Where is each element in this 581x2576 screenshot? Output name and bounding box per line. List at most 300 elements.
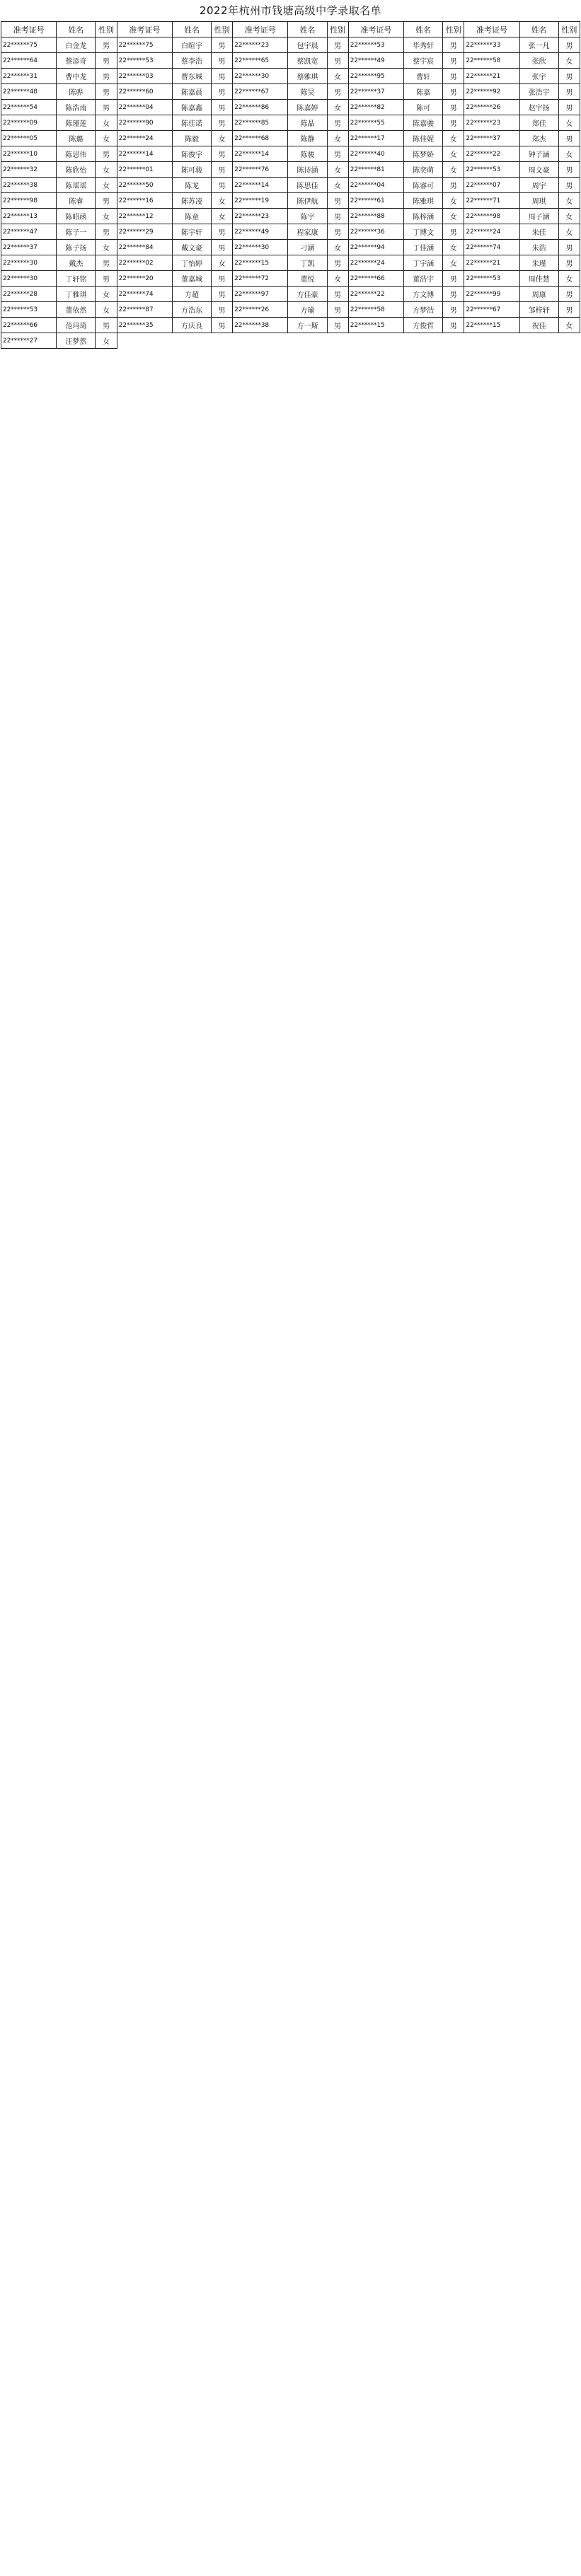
- exam-number-cell: 22******22: [348, 287, 403, 302]
- exam-number-cell: 22******35: [117, 318, 172, 333]
- student-name-cell: 方一斯: [288, 318, 327, 333]
- header-name: 姓名: [288, 22, 327, 37]
- student-name-cell: 陈浩南: [57, 100, 96, 115]
- student-sex-cell: 男: [558, 84, 580, 100]
- student-name-cell: 戴文豪: [172, 240, 211, 255]
- student-name-cell: 陈子扬: [57, 240, 96, 255]
- student-sex-cell: 男: [327, 302, 348, 318]
- student-sex-cell: 男: [558, 37, 580, 53]
- student-sex-cell: 女: [443, 240, 464, 255]
- student-name-cell: 曹轩: [404, 69, 443, 84]
- exam-number-cell: 22******15: [348, 318, 403, 333]
- student-name-cell: 蔡添奇: [57, 53, 96, 69]
- student-name-cell: 陈睿: [57, 193, 96, 209]
- student-sex-cell: 女: [327, 131, 348, 146]
- student-name-cell: 董悦: [288, 271, 327, 287]
- student-sex-cell: 男: [443, 178, 464, 193]
- exam-number-cell: 22******68: [233, 131, 288, 146]
- exam-number-cell: 22******65: [233, 53, 288, 69]
- table-row: [1, 178, 580, 193]
- exam-number-cell: 22******28: [1, 287, 57, 302]
- student-sex-cell: 男: [327, 53, 348, 69]
- student-sex-cell: 男: [327, 318, 348, 333]
- table-row: [1, 255, 580, 271]
- student-sex-cell: 男: [212, 271, 233, 287]
- student-name-cell: 陈思佳: [288, 178, 327, 193]
- student-sex-cell: 女: [212, 193, 233, 209]
- exam-number-cell: 22******53: [464, 162, 519, 178]
- student-sex-cell: 女: [443, 146, 464, 162]
- student-name-cell: 董依然: [57, 302, 96, 318]
- student-sex-cell: 男: [558, 131, 580, 146]
- student-sex-cell: 男: [212, 178, 233, 193]
- exam-number-cell: 22******55: [348, 115, 403, 131]
- header-name: 姓名: [519, 22, 558, 37]
- student-name-cell: 丁轩铭: [57, 271, 96, 287]
- exam-number-cell: 22******53: [348, 37, 403, 53]
- exam-number-cell: 22******66: [348, 271, 403, 287]
- student-sex-cell: 男: [443, 53, 464, 69]
- exam-number-cell: 22******74: [117, 287, 172, 302]
- student-name-cell: 周康: [519, 287, 558, 302]
- student-name-cell: 钟子涵: [519, 146, 558, 162]
- exam-number-cell: 22******20: [117, 271, 172, 287]
- table-row: [1, 287, 580, 302]
- exam-number-cell: 22******38: [233, 318, 288, 333]
- student-sex-cell: 女: [327, 162, 348, 178]
- student-sex-cell: 男: [212, 84, 233, 100]
- student-sex-cell: 女: [96, 240, 117, 255]
- student-sex-cell: 男: [558, 287, 580, 302]
- empty-cell: [404, 333, 443, 349]
- student-sex-cell: 女: [96, 131, 117, 146]
- student-sex-cell: 男: [327, 115, 348, 131]
- exam-number-cell: 22******36: [348, 224, 403, 240]
- exam-number-cell: 22******37: [464, 131, 519, 146]
- student-sex-cell: 女: [96, 287, 117, 302]
- student-sex-cell: 女: [558, 115, 580, 131]
- student-sex-cell: 男: [212, 318, 233, 333]
- student-sex-cell: 女: [443, 193, 464, 209]
- student-sex-cell: 女: [558, 271, 580, 287]
- student-name-cell: 蔡雅琪: [288, 69, 327, 84]
- exam-number-cell: 22******07: [464, 178, 519, 193]
- exam-number-cell: 22******47: [1, 224, 57, 240]
- table-row: [1, 37, 580, 53]
- header-sex: 性别: [558, 22, 580, 37]
- student-name-cell: 周宇: [519, 178, 558, 193]
- exam-number-cell: 22******74: [464, 240, 519, 255]
- student-sex-cell: 女: [327, 178, 348, 193]
- header-id: 准考证号: [464, 22, 519, 37]
- exam-number-cell: 22******49: [233, 224, 288, 240]
- student-name-cell: 陈毅: [172, 131, 211, 146]
- student-name-cell: 邹梓轩: [519, 302, 558, 318]
- student-name-cell: 周琪: [519, 193, 558, 209]
- exam-number-cell: 22******37: [348, 84, 403, 100]
- student-name-cell: 陈睿可: [404, 178, 443, 193]
- student-name-cell: 程家康: [288, 224, 327, 240]
- student-name-cell: 陈昭函: [57, 209, 96, 224]
- exam-number-cell: 22******04: [117, 100, 172, 115]
- exam-number-cell: 22******23: [464, 115, 519, 131]
- exam-number-cell: 22******76: [233, 162, 288, 178]
- student-name-cell: 丁宇涵: [404, 255, 443, 271]
- student-name-cell: 丁凯: [288, 255, 327, 271]
- student-sex-cell: 女: [96, 209, 117, 224]
- student-sex-cell: 女: [558, 53, 580, 69]
- student-sex-cell: 女: [327, 100, 348, 115]
- student-sex-cell: 女: [96, 178, 117, 193]
- exam-number-cell: 22******49: [348, 53, 403, 69]
- admission-table: [1, 21, 580, 349]
- student-sex-cell: 女: [443, 255, 464, 271]
- exam-number-cell: 22******67: [233, 84, 288, 100]
- student-name-cell: 陈晶: [288, 115, 327, 131]
- empty-cell: [117, 333, 172, 349]
- exam-number-cell: 22******94: [348, 240, 403, 255]
- student-sex-cell: 男: [558, 178, 580, 193]
- header-name: 姓名: [57, 22, 96, 37]
- exam-number-cell: 22******04: [348, 178, 403, 193]
- exam-number-cell: 22******75: [1, 37, 57, 53]
- student-sex-cell: 男: [443, 302, 464, 318]
- table-row: [1, 131, 580, 146]
- exam-number-cell: 22******26: [464, 100, 519, 115]
- student-name-cell: 刁涵: [288, 240, 327, 255]
- exam-number-cell: 22******54: [1, 100, 57, 115]
- exam-number-cell: 22******88: [348, 209, 403, 224]
- header-sex: 性别: [443, 22, 464, 37]
- student-name-cell: 方梦浩: [404, 302, 443, 318]
- student-name-cell: 蔡宇宸: [404, 53, 443, 69]
- student-name-cell: 陈子一: [57, 224, 96, 240]
- student-name-cell: 方超: [172, 287, 211, 302]
- student-sex-cell: 男: [327, 146, 348, 162]
- empty-cell: [464, 333, 519, 349]
- student-name-cell: 蔡李浩: [172, 53, 211, 69]
- student-name-cell: 周佳慧: [519, 271, 558, 287]
- student-name-cell: 陈昊: [288, 84, 327, 100]
- student-name-cell: 张浩宇: [519, 84, 558, 100]
- exam-number-cell: 22******27: [1, 333, 57, 349]
- exam-number-cell: 22******86: [233, 100, 288, 115]
- table-row: [1, 146, 580, 162]
- student-name-cell: 范玛琦: [57, 318, 96, 333]
- exam-number-cell: 22******26: [233, 302, 288, 318]
- exam-number-cell: 22******37: [1, 240, 57, 255]
- exam-number-cell: 22******48: [1, 84, 57, 100]
- student-sex-cell: 女: [96, 162, 117, 178]
- student-sex-cell: 男: [327, 84, 348, 100]
- exam-number-cell: 22******21: [464, 69, 519, 84]
- exam-number-cell: 22******30: [1, 271, 57, 287]
- exam-number-cell: 22******64: [1, 53, 57, 69]
- exam-number-cell: 22******71: [464, 193, 519, 209]
- student-sex-cell: 男: [443, 115, 464, 131]
- exam-number-cell: 22******14: [233, 178, 288, 193]
- student-sex-cell: 女: [327, 271, 348, 287]
- student-name-cell: 陈龙: [172, 178, 211, 193]
- student-name-cell: 白金龙: [57, 37, 96, 53]
- student-name-cell: 陈骅: [57, 84, 96, 100]
- table-row: [1, 209, 580, 224]
- student-sex-cell: 男: [96, 100, 117, 115]
- student-name-cell: 丁怡婷: [172, 255, 211, 271]
- student-name-cell: 汪梦然: [57, 333, 96, 349]
- exam-number-cell: 22******14: [117, 146, 172, 162]
- table-row: [1, 318, 580, 333]
- table-row: [1, 271, 580, 287]
- student-sex-cell: 男: [212, 100, 233, 115]
- student-name-cell: 张一凡: [519, 37, 558, 53]
- header-id: 准考证号: [117, 22, 172, 37]
- table-body: [1, 37, 580, 349]
- exam-number-cell: 22******01: [117, 162, 172, 178]
- exam-number-cell: 22******23: [233, 37, 288, 53]
- student-sex-cell: 男: [96, 69, 117, 84]
- student-sex-cell: 男: [96, 318, 117, 333]
- student-sex-cell: 女: [558, 318, 580, 333]
- student-sex-cell: 女: [558, 224, 580, 240]
- exam-number-cell: 22******16: [117, 193, 172, 209]
- exam-number-cell: 22******31: [1, 69, 57, 84]
- exam-number-cell: 22******17: [348, 131, 403, 146]
- exam-number-cell: 22******95: [348, 69, 403, 84]
- student-name-cell: 陈瑶瑶: [57, 178, 96, 193]
- student-sex-cell: 男: [212, 69, 233, 84]
- student-sex-cell: 男: [558, 255, 580, 271]
- exam-number-cell: 22******02: [117, 255, 172, 271]
- empty-cell: [443, 333, 464, 349]
- student-sex-cell: 女: [96, 115, 117, 131]
- exam-number-cell: 22******10: [1, 146, 57, 162]
- exam-number-cell: 22******15: [464, 318, 519, 333]
- header-id: 准考证号: [233, 22, 288, 37]
- student-sex-cell: 男: [327, 224, 348, 240]
- exam-number-cell: 22******82: [348, 100, 403, 115]
- student-sex-cell: 女: [558, 209, 580, 224]
- student-sex-cell: 男: [212, 287, 233, 302]
- student-sex-cell: 男: [327, 209, 348, 224]
- student-name-cell: 包宇晨: [288, 37, 327, 53]
- student-sex-cell: 男: [96, 37, 117, 53]
- exam-number-cell: 22******81: [348, 162, 403, 178]
- table-row: [1, 162, 580, 178]
- exam-number-cell: 22******09: [1, 115, 57, 131]
- student-name-cell: 陈诗涵: [288, 162, 327, 178]
- student-name-cell: 丁博文: [404, 224, 443, 240]
- student-name-cell: 郑杰: [519, 131, 558, 146]
- table-row: [1, 193, 580, 209]
- student-name-cell: 陈静: [288, 131, 327, 146]
- exam-number-cell: 22******60: [117, 84, 172, 100]
- student-name-cell: 陈可: [404, 100, 443, 115]
- header-name: 姓名: [172, 22, 211, 37]
- student-name-cell: 周子涵: [519, 209, 558, 224]
- exam-number-cell: 22******12: [117, 209, 172, 224]
- student-sex-cell: 男: [443, 100, 464, 115]
- student-name-cell: 陈伊航: [288, 193, 327, 209]
- exam-number-cell: 22******98: [1, 193, 57, 209]
- empty-cell: [558, 333, 580, 349]
- student-name-cell: 蔡凯宽: [288, 53, 327, 69]
- student-sex-cell: 女: [443, 131, 464, 146]
- exam-number-cell: 22******90: [117, 115, 172, 131]
- student-name-cell: 陈嘉骏: [404, 115, 443, 131]
- student-name-cell: 陈佳诺: [172, 115, 211, 131]
- exam-number-cell: 22******67: [464, 302, 519, 318]
- exam-number-cell: 22******22: [464, 146, 519, 162]
- student-name-cell: 丁佳涵: [404, 240, 443, 255]
- student-sex-cell: 女: [443, 162, 464, 178]
- student-name-cell: 周文豪: [519, 162, 558, 178]
- exam-number-cell: 22******21: [464, 255, 519, 271]
- student-sex-cell: 男: [558, 69, 580, 84]
- exam-number-cell: 22******14: [233, 146, 288, 162]
- student-name-cell: 陈瑾莲: [57, 115, 96, 131]
- student-name-cell: 陈童: [172, 209, 211, 224]
- student-name-cell: 曹东城: [172, 69, 211, 84]
- table-row: [1, 115, 580, 131]
- student-sex-cell: 女: [212, 131, 233, 146]
- student-name-cell: 朱佳: [519, 224, 558, 240]
- page-title: 2022年杭州市钱塘高级中学录取名单: [199, 4, 382, 17]
- exam-number-cell: 22******61: [348, 193, 403, 209]
- student-sex-cell: 女: [443, 209, 464, 224]
- student-name-cell: 陈思伟: [57, 146, 96, 162]
- student-sex-cell: 女: [327, 69, 348, 84]
- student-sex-cell: 男: [212, 146, 233, 162]
- student-name-cell: 祝佳: [519, 318, 558, 333]
- exam-number-cell: 22******58: [464, 53, 519, 69]
- exam-number-cell: 22******66: [1, 318, 57, 333]
- empty-cell: [348, 333, 403, 349]
- student-sex-cell: 男: [212, 162, 233, 178]
- header-sex: 性别: [327, 22, 348, 37]
- student-name-cell: 陈苏凌: [172, 193, 211, 209]
- student-sex-cell: 男: [443, 318, 464, 333]
- exam-number-cell: 22******98: [464, 209, 519, 224]
- student-name-cell: 陈嘉鑫: [172, 100, 211, 115]
- empty-cell: [327, 333, 348, 349]
- student-sex-cell: 男: [96, 255, 117, 271]
- student-name-cell: 董嘉城: [172, 271, 211, 287]
- student-name-cell: 赵宇扬: [519, 100, 558, 115]
- student-name-cell: 陈宇: [288, 209, 327, 224]
- exam-number-cell: 22******32: [1, 162, 57, 178]
- student-name-cell: 陈嘉: [404, 84, 443, 100]
- student-name-cell: 方俊哲: [404, 318, 443, 333]
- exam-number-cell: 22******24: [464, 224, 519, 240]
- exam-number-cell: 22******24: [348, 255, 403, 271]
- table-row: [1, 224, 580, 240]
- student-name-cell: 陈俊宇: [172, 146, 211, 162]
- student-sex-cell: 男: [558, 302, 580, 318]
- student-name-cell: 陈嘉婷: [288, 100, 327, 115]
- student-name-cell: 陈宇轩: [172, 224, 211, 240]
- exam-number-cell: 22******85: [233, 115, 288, 131]
- exam-number-cell: 22******05: [1, 131, 57, 146]
- student-sex-cell: 男: [212, 53, 233, 69]
- exam-number-cell: 22******84: [117, 240, 172, 255]
- exam-number-cell: 22******03: [117, 69, 172, 84]
- table-row: [1, 100, 580, 115]
- exam-number-cell: 22******33: [464, 37, 519, 53]
- header-sex: 性别: [212, 22, 233, 37]
- exam-number-cell: 22******97: [233, 287, 288, 302]
- student-name-cell: 方庆良: [172, 318, 211, 333]
- exam-number-cell: 22******53: [117, 53, 172, 69]
- exam-number-cell: 22******29: [117, 224, 172, 240]
- exam-number-cell: 22******92: [464, 84, 519, 100]
- exam-number-cell: 22******30: [233, 69, 288, 84]
- student-sex-cell: 女: [558, 146, 580, 162]
- table-row: [1, 240, 580, 255]
- student-sex-cell: 男: [96, 53, 117, 69]
- exam-number-cell: 22******19: [233, 193, 288, 209]
- exam-number-cell: 22******30: [1, 255, 57, 271]
- exam-number-cell: 22******50: [117, 178, 172, 193]
- header-id: 准考证号: [1, 22, 57, 37]
- exam-number-cell: 22******38: [1, 178, 57, 193]
- student-sex-cell: 男: [212, 115, 233, 131]
- student-sex-cell: 男: [96, 271, 117, 287]
- table-row: [1, 53, 580, 69]
- student-name-cell: 董浩宇: [404, 271, 443, 287]
- student-sex-cell: 男: [212, 302, 233, 318]
- exam-number-cell: 22******58: [348, 302, 403, 318]
- student-sex-cell: 男: [96, 224, 117, 240]
- student-name-cell: 陈欣怡: [57, 162, 96, 178]
- student-sex-cell: 男: [443, 84, 464, 100]
- student-sex-cell: 男: [558, 162, 580, 178]
- student-name-cell: 郑佳: [519, 115, 558, 131]
- exam-number-cell: 22******23: [233, 209, 288, 224]
- student-name-cell: 陈雅琪: [404, 193, 443, 209]
- table-row: [1, 302, 580, 318]
- student-sex-cell: 男: [212, 224, 233, 240]
- student-name-cell: 张宇: [519, 69, 558, 84]
- exam-number-cell: 22******99: [464, 287, 519, 302]
- student-sex-cell: 男: [443, 271, 464, 287]
- empty-cell: [288, 333, 327, 349]
- student-sex-cell: 男: [327, 37, 348, 53]
- student-sex-cell: 男: [443, 37, 464, 53]
- student-sex-cell: 女: [212, 209, 233, 224]
- student-sex-cell: 女: [327, 240, 348, 255]
- student-sex-cell: 男: [558, 240, 580, 255]
- student-sex-cell: 男: [327, 255, 348, 271]
- student-sex-cell: 男: [212, 37, 233, 53]
- student-name-cell: 陈佳妮: [404, 131, 443, 146]
- student-sex-cell: 男: [212, 240, 233, 255]
- exam-number-cell: 22******15: [233, 255, 288, 271]
- table-row: [1, 84, 580, 100]
- student-name-cell: 方浩东: [172, 302, 211, 318]
- exam-number-cell: 22******24: [117, 131, 172, 146]
- student-name-cell: 朱浩: [519, 240, 558, 255]
- student-name-cell: 方瑜: [288, 302, 327, 318]
- exam-number-cell: 22******72: [233, 271, 288, 287]
- exam-number-cell: 22******87: [117, 302, 172, 318]
- exam-number-cell: 22******53: [1, 302, 57, 318]
- header-id: 准考证号: [348, 22, 403, 37]
- exam-number-cell: 22******53: [464, 271, 519, 287]
- student-sex-cell: 男: [443, 287, 464, 302]
- student-sex-cell: 男: [327, 193, 348, 209]
- student-name-cell: 陈梓涵: [404, 209, 443, 224]
